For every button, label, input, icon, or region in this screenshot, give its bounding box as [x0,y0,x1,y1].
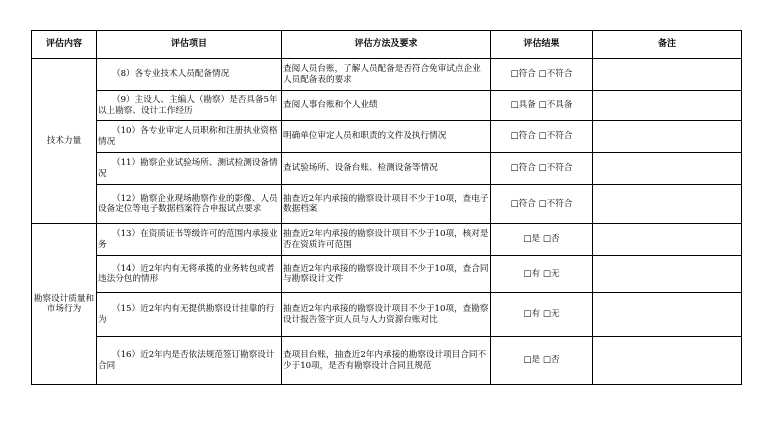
method-cell: 查项目台账，抽查近2年内承接的勘察设计项目合同不少于10项，是否有勘察设计合同且规范 [282,337,491,385]
table-row [32,121,742,153]
item-cell: （8）各专业技术人员配备情况 [97,59,282,91]
table-row [32,153,742,185]
header-row [32,31,742,59]
table-row [32,91,742,121]
evaluation-table [31,30,742,385]
item-cell: （16）近2年内是否依法规范签订勘察设计合同 [97,337,282,385]
note-cell[interactable] [593,224,742,256]
note-cell[interactable] [593,91,742,121]
item-cell: （11）勘察企业试验场所、测试检测设备情况 [97,153,282,185]
method-cell: 查阅人员台账，了解人员配备是否符合免审试点企业人员配备表的要求 [282,59,491,91]
header-note: 备注 [593,31,742,59]
item-cell: （15）近2年内有无提供勘察设计挂靠的行为 [97,293,282,337]
item-cell: （14）近2年内有无将承揽的业务转包或者违法分包的情形 [97,256,282,293]
category-cell-quality: 勘察设计质量和市场行为 [32,224,97,385]
result-cell[interactable]: □符合 □不符合 [491,59,593,91]
note-cell[interactable] [593,153,742,185]
method-cell: 查试验场所、设备台账、检测设备等情况 [282,153,491,185]
table-row [32,256,742,293]
note-cell[interactable] [593,121,742,153]
method-cell: 查阅人事台账和个人业绩 [282,91,491,121]
result-cell[interactable]: □是 □否 [491,224,593,256]
method-cell: 抽查近2年内承接的勘察设计项目不少于10项，查电子数据档案 [282,185,491,224]
note-cell[interactable] [593,337,742,385]
item-cell: （12）勘察企业现场勘察作业的影像、人员设备定位等电子数据档案符合申报试点要求 [97,185,282,224]
method-cell: 抽查近2年内承接的勘察设计项目不少于10项，查合同与勘察设计文件 [282,256,491,293]
item-cell: （10）各专业审定人员职称和注册执业资格情况 [97,121,282,153]
header-item: 评估项目 [97,31,282,59]
header-category: 评估内容 [32,31,97,59]
item-cell: （13）在资质证书等级许可的范围内承接业务 [97,224,282,256]
method-cell: 抽查近2年内承接的勘察设计项目不少于10项，查勘察设计报告签字页人员与人力资源台账对比 [282,293,491,337]
header-result: 评估结果 [491,31,593,59]
result-cell[interactable]: □符合 □不符合 [491,185,593,224]
result-cell[interactable]: □有 □无 [491,256,593,293]
note-cell[interactable] [593,185,742,224]
table-row [32,224,742,256]
table-row [32,337,742,385]
item-cell: （9）主设人、主编人（勘察）是否具备5年以上勘察、设计工作经历 [97,91,282,121]
result-cell[interactable]: □符合 □不符合 [491,153,593,185]
method-cell: 抽查近2年内承接的勘察设计项目不少于10项，核对是否在资质许可范围 [282,224,491,256]
note-cell[interactable] [593,293,742,337]
table-row [32,59,742,91]
table-row [32,185,742,224]
table-row [32,293,742,337]
method-cell: 明确单位审定人员和职责的文件及执行情况 [282,121,491,153]
note-cell[interactable] [593,256,742,293]
result-cell[interactable]: □是 □否 [491,337,593,385]
header-method: 评估方法及要求 [282,31,491,59]
result-cell[interactable]: □具备 □不具备 [491,91,593,121]
result-cell[interactable]: □符合 □不符合 [491,121,593,153]
result-cell[interactable]: □有 □无 [491,293,593,337]
note-cell[interactable] [593,59,742,91]
category-cell-tech: 技术力量 [32,59,97,224]
